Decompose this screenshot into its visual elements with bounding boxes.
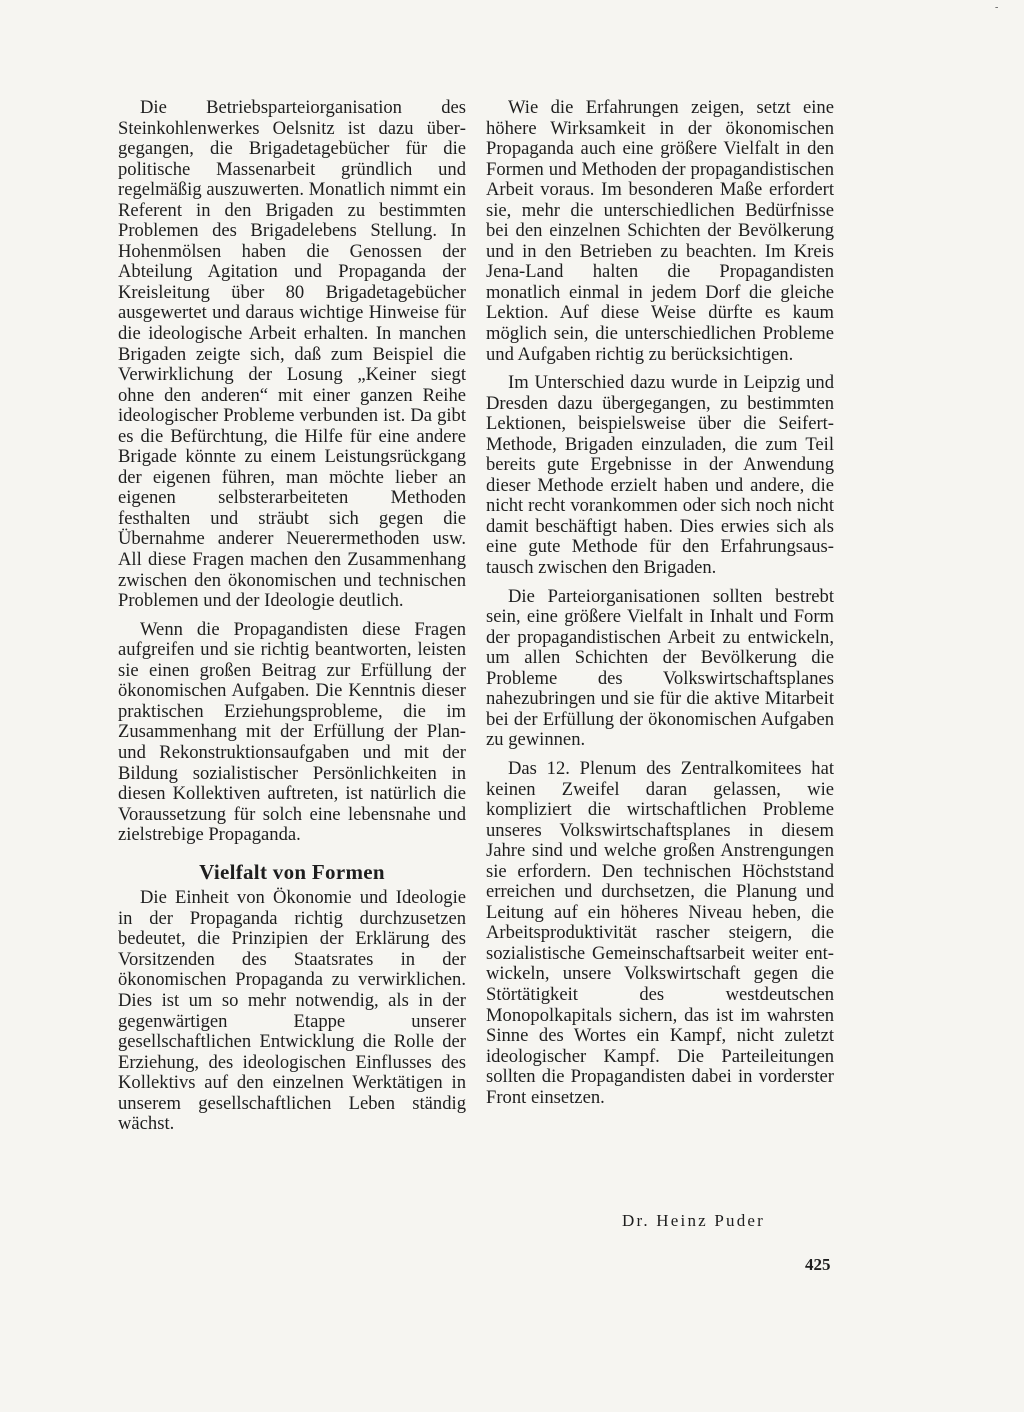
author-signature: Dr. Heinz Puder	[622, 1211, 766, 1230]
right-column	[486, 98, 834, 1116]
left-paragraph-3: Die Einheit von Ökonomie und Ideologie in der Propaganda richtig durchzusetzen bedeutet, die Prinzipien der Erklärung des Vorsitzenden des Staatsrates in der ökonomischen Propaganda zu verwirklichen. Dies ist um so mehr notwendig, als in der gegenwärtigen Etappe unserer gesellschaftlichen Entwicklung die Rolle der Erziehung, des ideologischen Einflusses des Kollektivs auf den einzelnen Werktätigen in unserem gesellschaftlichen Leben ständig wächst.	[118, 887, 466, 1135]
right-paragraph-1: Wie die Erfahrungen zeigen, setzt eine höhere Wirksamkeit in der ökonomischen Propaganda auch eine größere Vielfalt in den Formen und Methoden der propagandistischen Arbeit voraus. Im besonderen Maße erfordert sie, mehr die unterschiedlichen Bedürfnisse bei den einzelnen Schichten der Bevölkerung und in den Betrieben zu beachten. Im Kreis Jena-Land halten die Propagandisten monatlich einmal in jedem Dorf die gleiche Lektion. Auf diese Weise dürfte es kaum möglich sein, die unterschiedlichen Probleme und Aufgaben richtig zu berücksichtigen.	[486, 97, 834, 365]
right-paragraph-4: Das 12. Plenum des Zentralkomitees hat keinen Zweifel daran gelassen, wie kompliziert die wirtschaftlichen Probleme unseres Volkswirtschaftsplanes in diesem Jahre sind und welche großen Anstrengungen sie erfordern. Den technischen Höchststand erreichen und durchsetzen, die Planung und Leitung auf ein höheres Niveau heben, die Arbeitsproduktivität rascher steigern, die sozialistische Gemeinschaftsarbeit weiter entwickeln, unsere Volkswirtschaft gegen die Störtätigkeit des westdeutschen Monopolkapitals sichern, das ist im wahrsten Sinne des Wortes ein Kampf, nicht zuletzt ideologischer Kampf. Die Parteileitungen sollten die Propagandisten dabei in vorderster Front einsetzen.	[486, 757, 834, 1108]
right-paragraph-2: Im Unterschied dazu wurde in Leipzig und Dresden dazu übergegangen, zu bestimmten Lektionen, beispielsweise über die Seifert-Methode, Brigaden einzuladen, die zum Teil bereits gute Ergebnisse in der Anwendung dieser Methode erzielt haben und andere, die nicht recht vorankommen oder sich noch nicht damit beschäftigt haben. Dies erwies sich als eine gute Methode für den Erfahrungsaustausch zwischen den Brigaden.	[486, 372, 834, 579]
section-heading: Vielfalt von Formen	[199, 859, 385, 884]
right-paragraph-3: Die Parteiorganisationen sollten bestrebt sein, eine größere Vielfalt in Inhalt und Form der propagandistischen Arbeit zu entwickeln, um allen Schichten der Bevölkerung die Probleme des Volkswirtschaftsplanes nahezubringen und sie für die aktive Mitarbeit bei der Erfüllung der ökonomischen Aufgaben zu gewinnen.	[486, 585, 834, 751]
corner-mark: -	[995, 2, 999, 13]
left-column	[118, 98, 466, 1143]
left-paragraph-1: Die Betriebsparteiorganisation des Steinkohlenwerkes Oelsnitz ist dazu übergegangen, die Brigadetagebücher für die politische Massenarbeit gründlich und regelmäßig auszuwerten. Monatlich nimmt ein Referent in den Brigaden zu bestimmten Problemen des Brigadelebens Stellung. In Hohenmölsen haben die Genossen der Abteilung Agitation und Propaganda der Kreisleitung über 80 Brigadetagebücher ausgewertet und daraus wichtige Hinweise für die ideologische Arbeit erhalten. In manchen Brigaden zeigte sich, daß zum Beispiel die Verwirklichung der Losung „Keiner siegt ohne den anderen“ mit einer ganzen Reihe ideologischer Probleme verbunden ist. Da gibt es die Befürchtung, die Hilfe für eine andere Brigade könnte zu einem Leistungsrückgang der eigenen führen, man möchte lieber an eigenen selbsterarbeiteten Methoden festhalten und sträubt sich gegen die Übernahme anderer Neuerermethoden usw. All diese Fragen machen den Zusammenhang zwischen den ökonomischen und technischen Problemen und der Ideologie deutlich.	[118, 97, 466, 612]
page-number: 425	[805, 1255, 831, 1274]
left-paragraph-2: Wenn die Propagandisten diese Fragen aufgreifen und sie richtig beantworten, leisten sie einen großen Beitrag zur Erfüllung der ökonomischen Aufgaben. Die Kenntnis dieser praktischen Erziehungsprobleme, die im Zusammenhang mit der Erfüllung der Plan- und Rekonstruktionsaufgaben und mit der Bildung sozialistischer Persönlichkeiten in diesen Kollektiven auftreten, ist natürlich die Voraussetzung für solch eine lebensnahe und zielstrebige Propaganda.	[118, 618, 466, 846]
